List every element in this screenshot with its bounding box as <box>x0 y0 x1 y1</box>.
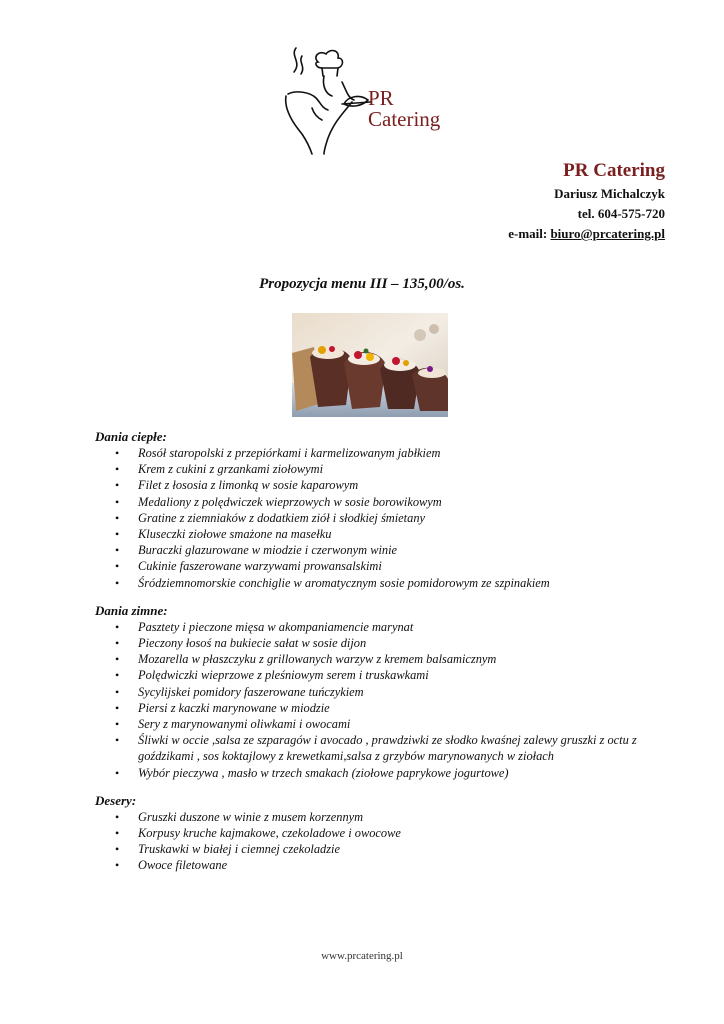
bullet-icon: • <box>115 700 120 715</box>
logo-line-1: PR <box>368 86 394 110</box>
contact-phone: tel. 604-575-720 <box>577 206 665 221</box>
bullet-icon: • <box>115 684 120 699</box>
list-item: • Pasztety i pieczone mięsa w akompaniamencie marynat <box>115 619 414 634</box>
bullet-icon: • <box>115 858 120 873</box>
list-item: • Korpusy kruche kajmakowe, czekoladowe i owocowe <box>115 826 401 841</box>
bullet-icon: • <box>115 842 120 857</box>
bullet-icon: • <box>115 717 120 732</box>
item-list <box>95 619 665 781</box>
list-item: • Krem z cukini z grzankami ziołowymi <box>115 462 324 477</box>
list-item: • Rosół staropolski z przepiórkami i karmelizowanym jabłkiem <box>115 446 441 460</box>
bullet-icon: • <box>115 462 120 477</box>
bullet-icon: • <box>115 559 120 574</box>
section-desserts <box>95 793 665 874</box>
bullet-icon: • <box>115 478 120 493</box>
section-title: Dania zimne: <box>95 602 168 618</box>
item-list <box>95 809 665 874</box>
bullet-icon: • <box>115 765 120 780</box>
company-name: PR Catering <box>563 160 665 181</box>
list-item: • Pieczony łosoś na bukiecie sałat w sosie dijon <box>115 636 367 651</box>
list-item: • Truskawki w białej i ciemnej czekoladzie <box>115 842 341 857</box>
bullet-icon: • <box>115 575 120 590</box>
contact-block <box>508 158 665 244</box>
food-photo <box>292 313 448 417</box>
logo-text <box>368 88 440 130</box>
bullet-icon: • <box>115 733 120 748</box>
bullet-icon: • <box>115 494 120 509</box>
list-item: • Gruszki duszone w winie z musem korzennym <box>115 809 364 824</box>
list-item: • Mozarella w płaszczyku z grillowanych warzyw z kremem balsamicznym <box>115 652 497 667</box>
bullet-icon: • <box>115 446 120 460</box>
footer-url[interactable]: www.prcatering.pl <box>321 950 403 962</box>
contact-email-line <box>508 224 665 244</box>
section-hot-dishes <box>95 429 665 591</box>
list-item: • Śródziemnomorskie conchiglie w aromatycznym sosie pomidorowym ze szpinakiem <box>115 575 550 590</box>
list-item: • Buraczki glazurowane w miodzie i czerwonym winie <box>115 543 398 558</box>
bullet-icon: • <box>115 543 120 558</box>
list-item: • Cukinie faszerowane warzywami prowansalskimi <box>115 559 382 574</box>
list-item: • Sery z marynowanymi oliwkami i owocami <box>115 717 351 732</box>
list-item: • Sycylijskei pomidory faszerowane tuńczykiem <box>115 684 364 699</box>
logo-line-2: Catering <box>368 107 441 131</box>
section-cold-dishes <box>95 603 665 781</box>
bullet-icon: • <box>115 826 120 841</box>
bullet-icon: • <box>115 668 120 683</box>
list-item: • Medaliony z polędwiczek wieprzowych w sosie borowikowym <box>115 494 442 509</box>
list-item: • Polędwiczki wieprzowe z pleśniowym serem i truskawkami <box>115 668 429 683</box>
list-item: • Piersi z kaczki marynowane w miodzie <box>115 700 330 715</box>
bullet-icon: • <box>115 809 120 824</box>
list-item: • Śliwki w occie ,salsa ze szparagów i avocado , prawdziwki ze słodko kwaśnej zalewy gruszki z octu z goździkami , sos koktajlowy z krewetkami,salsa z grzybów marynowanych w ziołach <box>115 733 637 764</box>
list-item: • Gratine z ziemniaków z dodatkiem ziół i słodkiej śmietany <box>115 510 426 525</box>
menu-title: Propozycja menu III – 135,00/os. <box>259 276 465 292</box>
bullet-icon: • <box>115 527 120 542</box>
chef-icon <box>282 42 372 157</box>
bullet-icon: • <box>115 636 120 651</box>
list-item: • Owoce filetowane <box>115 858 228 873</box>
logo <box>282 42 472 157</box>
section-title: Dania ciepłe: <box>95 429 167 444</box>
list-item: • Wybór pieczywa , masło w trzech smakach (ziołowe paprykowe jogurtowe) <box>115 765 509 780</box>
list-item: • Filet z łososia z limonką w sosie kaparowym <box>115 478 359 493</box>
bullet-icon: • <box>115 652 120 667</box>
item-list <box>95 445 665 591</box>
list-item: • Kluseczki ziołowe smażone na masełku <box>115 527 332 542</box>
section-title: Desery: <box>95 792 137 808</box>
email-link[interactable]: biuro@prcatering.pl <box>550 226 665 241</box>
bullet-icon: • <box>115 510 120 525</box>
email-label: e-mail: <box>508 226 551 241</box>
bullet-icon: • <box>115 619 120 634</box>
contact-person: Dariusz Michalczyk <box>554 186 665 201</box>
menu-sections <box>95 429 665 886</box>
